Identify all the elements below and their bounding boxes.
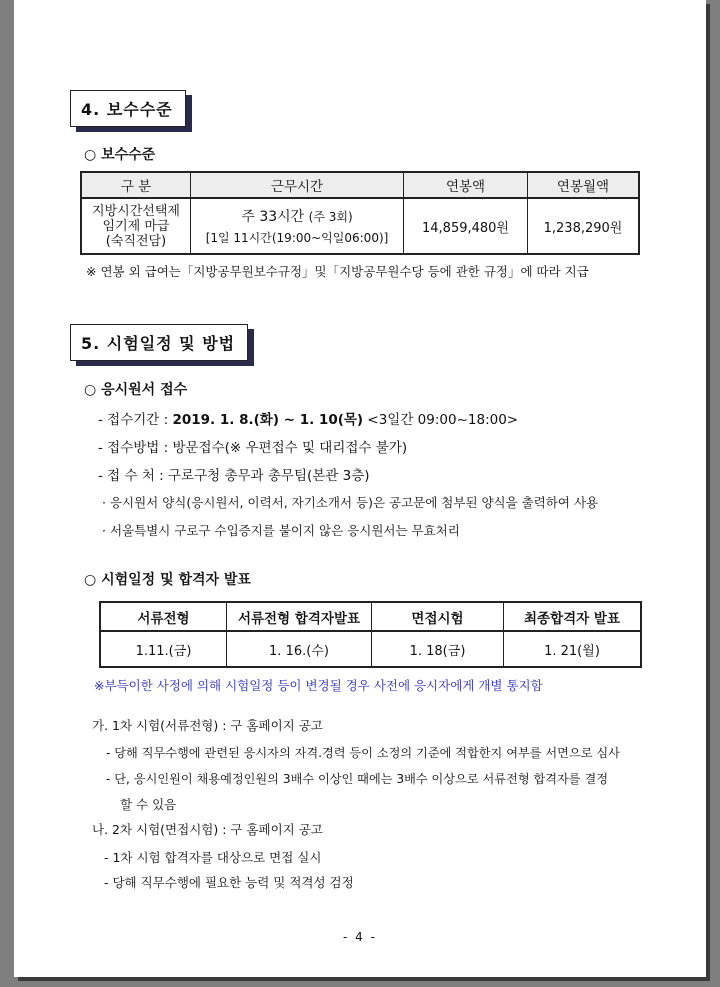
application-method: - 접수방법 : 방문접수(※ 우편접수 및 대리접수 불가) bbox=[98, 440, 408, 456]
application-place: - 접 수 처 : 구로구청 총무과 총무팀(본관 3층) bbox=[98, 468, 370, 484]
pay-table bbox=[80, 171, 640, 255]
pay-level-heading bbox=[84, 144, 155, 164]
second-exam-title: 나. 2차 시험(면접시험) : 구 홈페이지 공고 bbox=[92, 822, 323, 837]
schedule-header-docs-result: 서류전형 합격자발표 bbox=[227, 602, 372, 631]
pay-note: ※ 연봉 외 급여는「지방공무원보수규정」및「지방공무원수당 등에 관한 규정」에 따라 지급 bbox=[86, 264, 589, 279]
category-line-2: 임기제 마급 bbox=[102, 218, 170, 234]
circle-bullet-icon: ○ bbox=[84, 382, 102, 398]
schedule-header-final: 최종합격자 발표 bbox=[504, 602, 642, 631]
period-value: 2019. 1. 8.(화) ~ 1. 10(목) bbox=[172, 412, 364, 428]
page-number: - 4 - bbox=[343, 930, 377, 944]
circle-bullet-icon: ○ bbox=[84, 147, 102, 163]
first-exam-title: 가. 1차 시험(서류전형) : 구 홈페이지 공고 bbox=[92, 718, 323, 733]
period-extra: <3일간 09:00~18:00> bbox=[363, 412, 519, 428]
category-line-1: 지방시간선택제 bbox=[92, 203, 180, 219]
hours-main: 주 33시간 bbox=[241, 209, 305, 225]
second-exam-line-2: - 당해 직무수행에 필요한 능력 및 적격성 검정 bbox=[104, 875, 354, 890]
period-label: - 접수기간 : bbox=[98, 412, 173, 428]
schedule-label: 시험일정 및 합격자 발표 bbox=[101, 572, 251, 588]
pay-header-hours: 근무시간 bbox=[191, 172, 404, 198]
hours-paren: (주 3회) bbox=[308, 210, 353, 224]
first-exam-line-2b: 할 수 있음 bbox=[120, 797, 177, 812]
first-exam-line-1: - 당해 직무수행에 관련된 응시자의 자격.경력 등이 소정의 기준에 적합한지 여부를 서면으로 심사 bbox=[106, 746, 620, 760]
pay-header-category: 구 분 bbox=[81, 172, 191, 198]
schedule-notice: ※부득이한 사정에 의해 시험일정 등이 변경될 경우 사전에 응시자에게 개별 통지함 bbox=[94, 678, 543, 693]
application-period bbox=[98, 408, 518, 428]
circle-bullet-icon: ○ bbox=[84, 572, 102, 588]
schedule-header-docs: 서류전형 bbox=[100, 602, 227, 631]
pay-cell-monthly: 1,238,290원 bbox=[528, 198, 640, 254]
category-line-3: (숙직전담) bbox=[105, 233, 167, 249]
schedule-cell-final: 1. 21(월) bbox=[504, 631, 642, 667]
pay-cell-category bbox=[81, 198, 191, 254]
application-note-2: · 서울특별시 구로구 수입증지를 붙이지 않은 응시원서는 무효처리 bbox=[102, 523, 460, 538]
pay-header-annual: 연봉액 bbox=[404, 172, 528, 198]
pay-level-label: 보수수준 bbox=[101, 147, 156, 163]
document-page bbox=[14, 0, 706, 977]
pay-cell-annual: 14,859,480원 bbox=[404, 198, 528, 254]
schedule-heading bbox=[84, 569, 251, 589]
first-exam-line-2: - 단, 응시인원이 채용예정인원의 3배수 이상인 때에는 3배수 이상으로 서류전형 합격자를 결정 bbox=[106, 772, 608, 786]
hours-detail: [1일 11시간(19:00~익일06:00)] bbox=[205, 231, 389, 245]
pay-cell-hours bbox=[191, 198, 404, 254]
schedule-table bbox=[99, 601, 642, 668]
section-5-title: 5. 시험일정 및 방법 bbox=[70, 324, 248, 361]
application-heading bbox=[84, 379, 187, 399]
pay-header-monthly: 연봉월액 bbox=[528, 172, 640, 198]
section-4-title: 4. 보수수준 bbox=[70, 90, 186, 127]
schedule-cell-interview: 1. 18(금) bbox=[372, 631, 504, 667]
schedule-cell-docs-result: 1. 16.(수) bbox=[227, 631, 372, 667]
application-note-1: · 응시원서 양식(응시원서, 이력서, 자기소개서 등)은 공고문에 첨부된 양식을 출력하여 사용 bbox=[102, 495, 599, 510]
schedule-cell-docs: 1.11.(금) bbox=[100, 631, 227, 667]
schedule-header-interview: 면접시험 bbox=[372, 602, 504, 631]
application-label: 응시원서 접수 bbox=[101, 382, 188, 398]
second-exam-line-1: - 1차 시험 합격자를 대상으로 면접 실시 bbox=[104, 850, 322, 865]
